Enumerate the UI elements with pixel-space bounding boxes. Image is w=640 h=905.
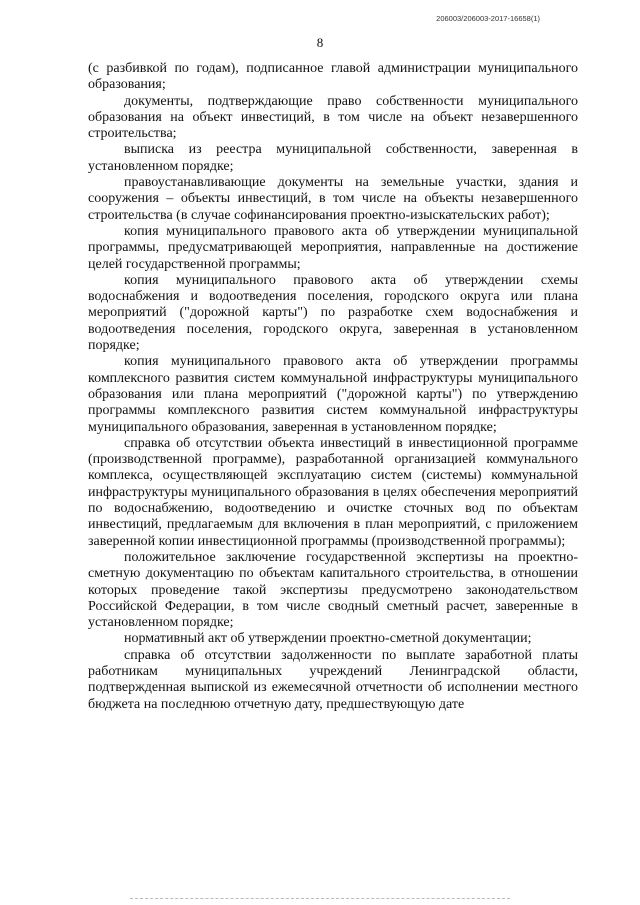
scan-edge-divider (130, 898, 510, 899)
document-id: 206003/206003-2017-16658(1) (436, 14, 540, 23)
paragraph: копия муниципального правового акта об утверждении программы комплексного развития систем коммунальной инфраструктуры муниципального образования или плана мероприятий ("дорожной карты") по утверждению программы комплексного развития систем коммунальной инфраструктуры муниципального образования, заверенная в установленном порядке; (88, 354, 578, 435)
paragraph: справка об отсутствии задолженности по выплате заработной платы работникам муниципальных учреждений Ленинградской области, подтвержденная выпиской из ежемесячной отчетности об исполнении местного бюджета на последнюю отчетную дату, предшествующую дате (88, 647, 578, 712)
paragraph: копия муниципального правового акта об утверждении муниципальной программы, предусматривающей мероприятия, направленные на достижение целей государственной программы; (88, 223, 578, 272)
paragraph: нормативный акт об утверждении проектно-сметной документации; (124, 631, 532, 647)
paragraph: справка об отсутствии объекта инвестиций в инвестиционной программе (производственной программе), разработанной организацией коммунального комплекса, осуществляющей эксплуатацию систем (системы) коммунальной инфраструктуры муниципального образования в целях обеспечения мероприятий по водоснабжению, водоотведению и очистке сточных вод по объектам инвестиций, предлагаемым для включения в план мероприятий, с приложением заверенной копии инвестиционной программы (производственной программы); (88, 435, 578, 549)
paragraph: документы, подтверждающие право собственности муниципального образования на объект инвестиций, в том числе на объект незавершенного строительства; (88, 93, 578, 142)
paragraph: выписка из реестра муниципальной собственности, заверенная в установленном порядке; (88, 142, 578, 174)
paragraph: (с разбивкой по годам), подписанное главой администрации муниципального образования; (88, 61, 578, 93)
paragraph: положительное заключение государственной экспертизы на проектно-сметную документацию по объектам капитального строительства, в отношении которых проведение такой экспертизы предусмотрено законодательством Российской Федерации, в том числе сводный сметный расчет, заверенные в установленном порядке; (88, 549, 578, 631)
paragraph: копия муниципального правового акта об утверждении схемы водоснабжения и водоотведения поселения, городского округа или плана мероприятий ("дорожной карты") по разработке схем водоснабжения и водоотведения поселения, городского округа, заверенная в установленном порядке; (88, 272, 578, 354)
document-body (88, 61, 578, 713)
paragraph: правоустанавливающие документы на земельные участки, здания и сооружения – объекты инвестиций, в том числе на объекты незавершенного строительства (в случае софинансирования проектно-изыскательских работ); (88, 175, 578, 223)
page-number: 8 (316, 35, 324, 50)
